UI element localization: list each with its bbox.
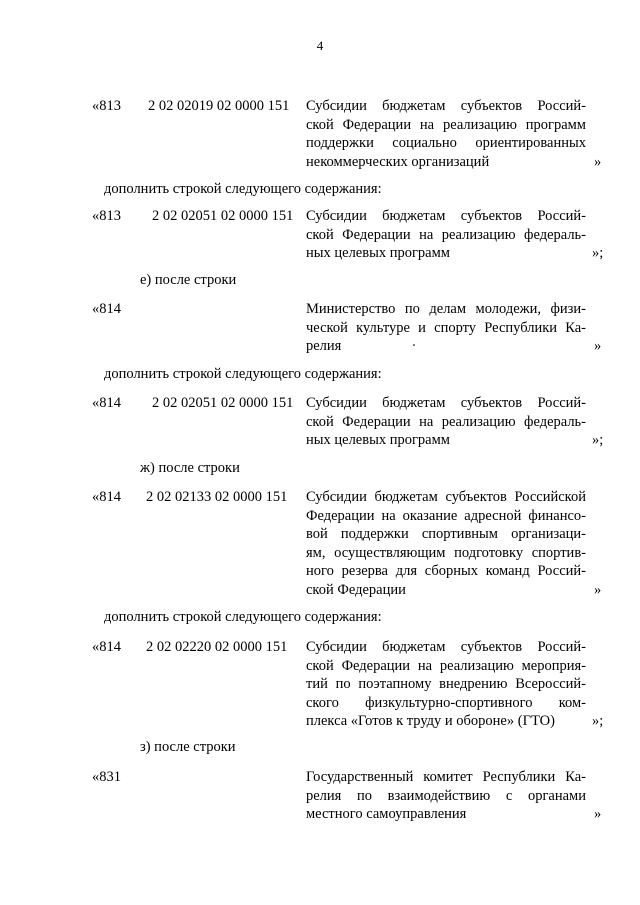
scan-speck: [413, 344, 415, 346]
instruction-text: дополнить строкой следующего содержания:: [104, 366, 382, 382]
page-number: 4: [316, 38, 324, 53]
row-description: [306, 207, 586, 263]
description-line: ской Федерации: [306, 581, 406, 598]
admin-code: «831: [92, 769, 121, 785]
description-line: Субсидии бюджетам субъектов Россий-: [306, 395, 586, 411]
description-line: ного резерва для сборных команд Россий-: [306, 563, 586, 579]
description-line: ческой культуре и спорту Республики Ка-: [306, 319, 586, 336]
instruction-text: дополнить строкой следующего содержания:: [104, 181, 382, 197]
description-line: ской Федерации на реализацию программ: [306, 116, 586, 133]
description-line: Министерство по делам молодежи, физи-: [306, 301, 586, 317]
description-line: Субсидии бюджетам субъектов Россий-: [306, 98, 586, 114]
closing-quote: »;: [592, 245, 604, 261]
instruction-text: з) после строки: [140, 739, 236, 755]
closing-quote: »: [594, 338, 602, 354]
row-description: [306, 768, 586, 824]
budget-code: 2 02 02051 02 0000 151: [152, 208, 294, 224]
description-line: Субсидии бюджетам субъектов Российской: [306, 489, 586, 505]
closing-quote: »: [594, 581, 602, 598]
description-line: вой поддержки спортивным организаци-: [306, 526, 586, 542]
description-line: Субсидии бюджетам субъектов Россий-: [306, 639, 586, 655]
description-line: поддержки социально ориентированных: [306, 135, 586, 151]
admin-code: «814: [92, 639, 121, 655]
description-line: Федерации на оказание адресной финансо-: [306, 507, 586, 524]
admin-code: «814: [92, 301, 121, 317]
instruction-text: ж) после строки: [140, 460, 240, 476]
admin-code: «813: [92, 98, 121, 114]
description-line: местного самоуправления: [306, 806, 467, 822]
admin-code: «814: [92, 489, 121, 505]
budget-code: 2 02 02133 02 0000 151: [146, 489, 288, 505]
description-line: ям, осуществляющим подготовку спортив-: [306, 544, 586, 561]
description-line: Государственный комитет Республики Ка-: [306, 769, 586, 785]
budget-code: 2 02 02220 02 0000 151: [146, 639, 288, 655]
description-line: плекса «Готов к труду и обороне» (ГТО): [306, 713, 555, 729]
instruction-text: дополнить строкой следующего содержания:: [104, 609, 382, 625]
instruction-text: е) после строки: [140, 272, 237, 288]
description-line: тий по поэтапному внедрению Всероссий-: [306, 676, 586, 692]
closing-quote: »: [594, 153, 602, 170]
admin-code: «813: [92, 208, 121, 224]
budget-code: 2 02 02019 02 0000 151: [148, 98, 290, 114]
description-line: ных целевых программ: [306, 245, 450, 261]
admin-code: «814: [92, 395, 121, 411]
row-description: [306, 638, 586, 731]
description-line: ского физкультурно-спортивного ком-: [306, 694, 586, 711]
budget-code: 2 02 02051 02 0000 151: [152, 395, 294, 411]
row-description: [306, 394, 586, 450]
description-line: ской Федерации на реализацию мероприя-: [306, 657, 586, 674]
closing-quote: »;: [592, 713, 604, 729]
closing-quote: »: [594, 806, 602, 822]
description-line: Субсидии бюджетам субъектов Россий-: [306, 208, 586, 224]
description-line: ных целевых программ: [306, 432, 450, 448]
description-line: релия по взаимодействию с органами: [306, 787, 586, 804]
row-description: [306, 97, 586, 171]
description-line: релия: [306, 338, 342, 354]
description-line: ской Федерации на реализацию федераль-: [306, 413, 586, 430]
row-description: [306, 488, 586, 599]
closing-quote: »;: [592, 432, 604, 448]
description-line: некоммерческих организаций: [306, 153, 490, 170]
description-line: ской Федерации на реализацию федераль-: [306, 226, 586, 243]
row-description: [306, 300, 586, 356]
